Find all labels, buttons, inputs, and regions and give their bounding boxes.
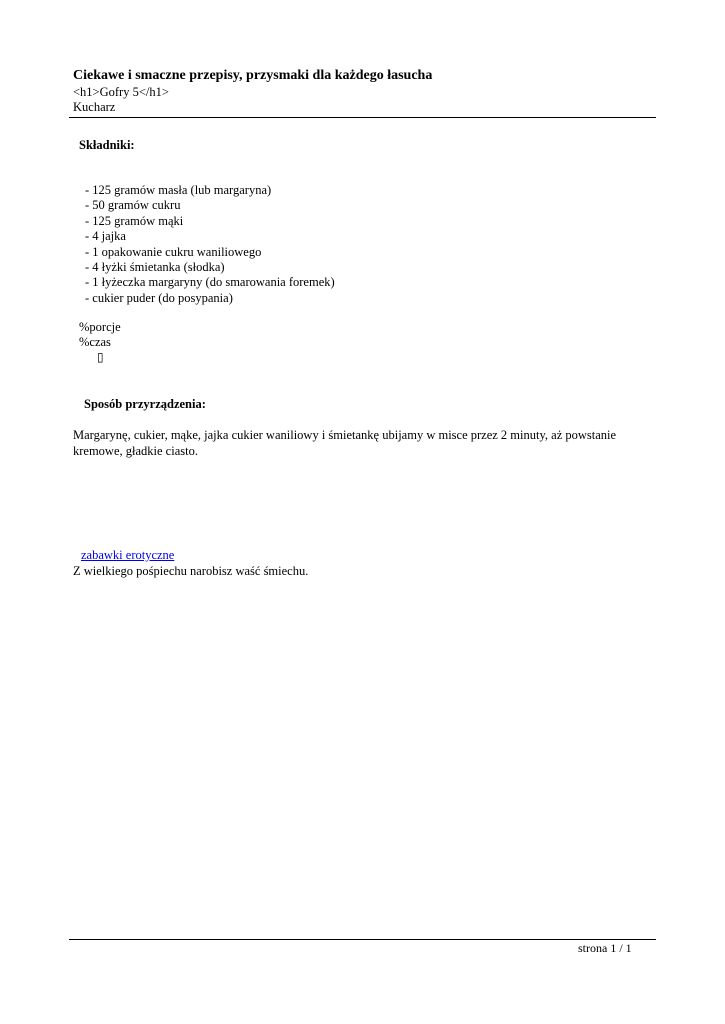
list-item: - 50 gramów cukru (85, 198, 181, 213)
list-item: - 4 łyżki śmietanka (słodka) (85, 260, 225, 275)
list-item: - cukier puder (do posypania) (85, 290, 233, 305)
time-placeholder: %czas (79, 335, 111, 349)
site-title: Ciekawe i smaczne przepisy, przysmaki dla każdego łasucha (73, 68, 433, 83)
recipe-title: <h1>Gofry 5</h1> (73, 85, 169, 99)
missing-glyph-icon: ▯ (97, 350, 104, 364)
header-divider (69, 117, 656, 118)
ad-link[interactable]: zabawki erotyczne (81, 548, 175, 562)
portions-placeholder: %porcje (79, 320, 121, 334)
page-number: strona 1 / 1 (578, 941, 632, 955)
author: Kucharz (73, 100, 116, 114)
list-item: - 4 jajka (85, 229, 126, 244)
list-item: - 125 gramów mąki (85, 213, 184, 228)
preparation-heading: Sposób przyrządzenia: (84, 397, 206, 411)
list-item: - 1 łyżeczka margaryny (do smarowania foremek) (85, 275, 335, 290)
footer-divider (69, 939, 656, 940)
ingredients-heading: Składniki: (79, 138, 135, 152)
list-item: - 125 gramów masła (lub margaryna) (85, 183, 272, 197)
list-item: - 1 opakowanie cukru waniliowego (85, 244, 262, 259)
preparation-text: Margarynę, cukier, mąke, jajka cukier waniliowy i śmietankę ubijamy w misce przez 2 minuty, aż powstanie kremowe, gładkie ciasto. (73, 428, 617, 458)
ingredients-list (85, 183, 335, 306)
proverb: Z wielkiego pośpiechu narobisz waść śmiechu. (73, 564, 309, 578)
